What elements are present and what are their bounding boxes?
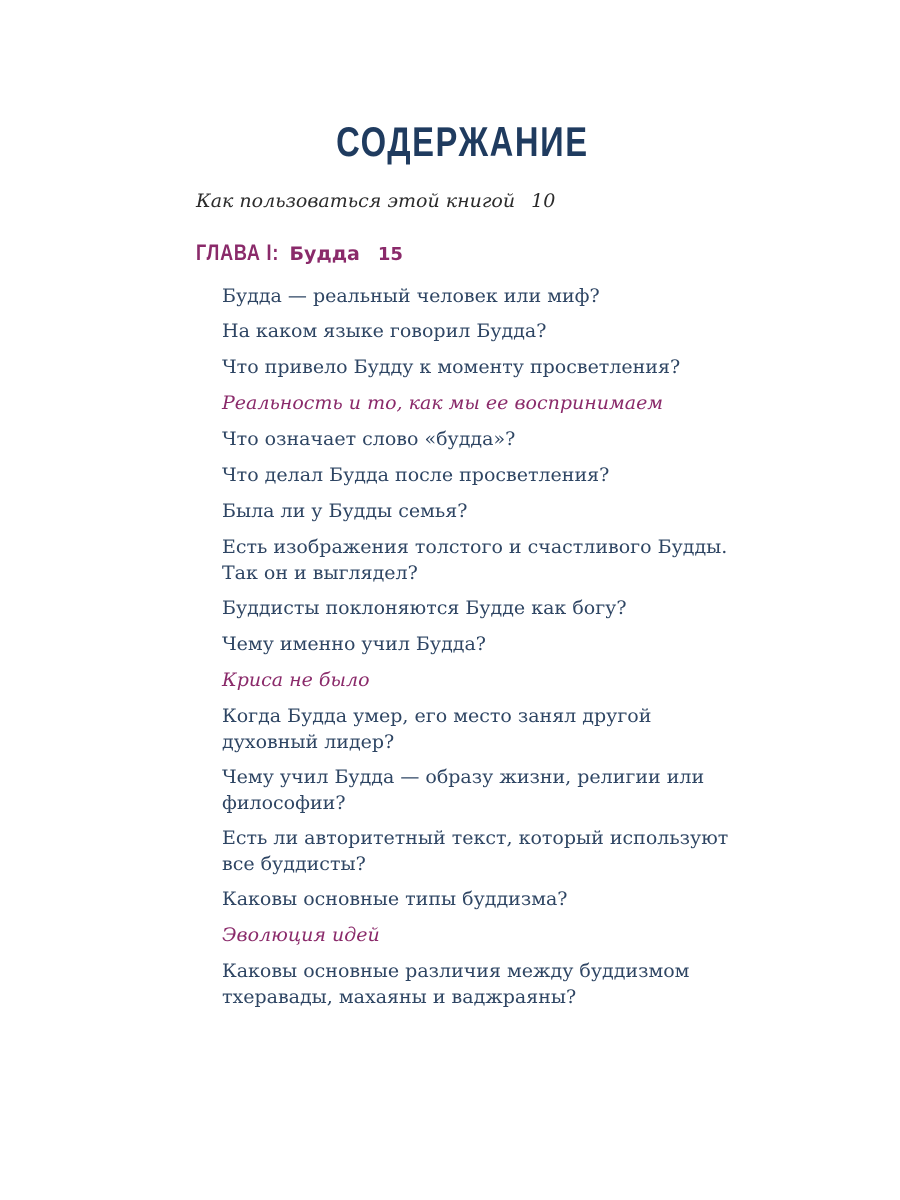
intro-text: Как пользоваться этой книгой bbox=[196, 190, 516, 212]
toc-entry: На каком языке говорил Будда? bbox=[222, 320, 547, 342]
toc-intro-entry bbox=[196, 190, 555, 212]
toc-entry: Что привело Будду к моменту просветления? bbox=[222, 356, 681, 378]
toc-entry: Каковы основные различия между буддизмом тхеравады, махаяны и ваджраяны? bbox=[222, 960, 690, 1008]
toc-subsection: Реальность и то, как мы ее воспринимаем bbox=[222, 392, 664, 414]
toc-entry: Есть ли авторитетный текст, который используют все буддисты? bbox=[222, 827, 729, 875]
toc-subsection: Эволюция идей bbox=[222, 924, 380, 946]
toc-entry: Когда Будда умер, его место занял другой духовный лидер? bbox=[222, 705, 652, 753]
toc-entry: Чему учил Будда — образу жизни, религии или философии? bbox=[222, 766, 705, 814]
chapter-heading bbox=[196, 240, 403, 266]
chapter-name: Будда bbox=[289, 243, 360, 265]
intro-page-number: 10 bbox=[531, 190, 556, 212]
page-title: СОДЕРЖАНИЕ bbox=[336, 118, 589, 165]
toc-entry: Что означает слово «будда»? bbox=[222, 428, 516, 450]
chapter-page-number: 15 bbox=[377, 244, 403, 265]
toc-entry: Каковы основные типы буддизма? bbox=[222, 888, 568, 910]
toc-entry: Что делал Будда после просветления? bbox=[222, 464, 610, 486]
chapter-label: ГЛАВА I: bbox=[196, 240, 280, 265]
toc-entry: Будда — реальный человек или миф? bbox=[222, 285, 600, 307]
toc-entry: Есть изображения толстого и счастливого Будды. Так он и выглядел? bbox=[222, 536, 728, 584]
toc-entry: Была ли у Будды семья? bbox=[222, 500, 468, 522]
toc-entry: Чему именно учил Будда? bbox=[222, 633, 486, 655]
toc-entry: Буддисты поклоняются Будде как богу? bbox=[222, 597, 627, 619]
toc-subsection: Криса не было bbox=[222, 669, 370, 691]
